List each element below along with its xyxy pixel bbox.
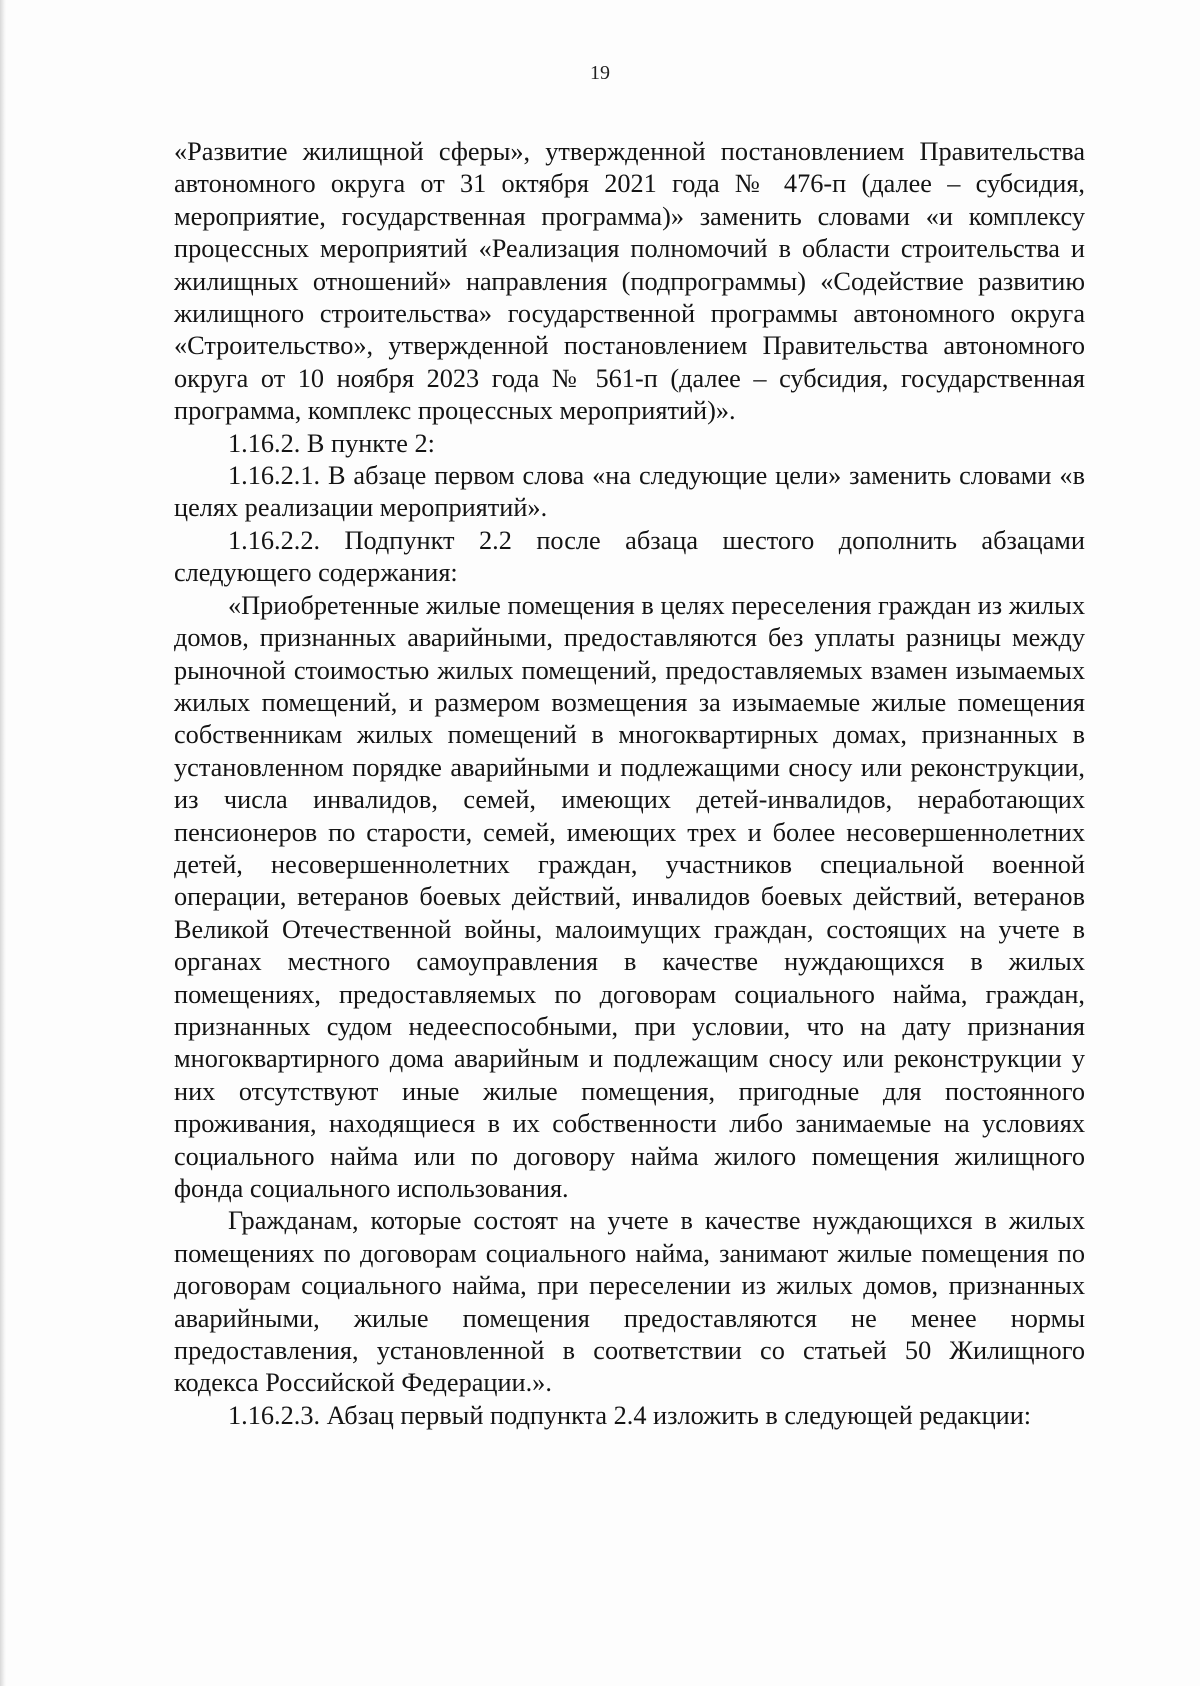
paragraph-quoted-1: «Приобретенные жилые помещения в целях переселения граждан из жилых домов, признанных аварийными, предоставляются без уплаты разницы между рыночной стоимостью жилых помещений, предоставляемых взамен изымаемых жилых помещений, и размером возмещения за изымаемые жилые помещения собственникам жилых помещений в многоквартирных домах, признанных в установленном порядке аварийными и подлежащими сносу или реконструкции, из числа инвалидов, семей, имеющих детей-инвалидов, неработающих пенсионеров по старости, семей, имеющих трех и более несовершеннолетних детей, несовершеннолетних граждан, участников специальной военной операции, ветеранов боевых действий, инвалидов боевых действий, ветеранов Великой Отечественной войны, малоимущих граждан, состоящих на учете в органах местного самоуправления в качестве нуждающихся в жилых помещениях, предоставляемых по договорам социального найма, граждан, признанных судом недееспособными, при условии, что на дату признания многоквартирного дома аварийным и подлежащим сносу или реконструкции у них отсутствуют иные жилые помещения, пригодные для постоянного проживания, находящиеся в их собственности либо занимаемые на условиях социального найма или по договору найма жилого помещения жилищного фонда социального использования. <box>174 590 1085 1203</box>
paragraph-quoted-2: Гражданам, которые состоят на учете в качестве нуждающихся в жилых помещениях по договорам социального найма, занимают жилые помещения по договорам социального найма, при переселении из жилых домов, признанных аварийными, жилые помещения предоставляются не менее нормы предоставления, установленной в соответствии со статьей 50 Жилищного кодекса Российской Федерации.». <box>174 1206 1085 1398</box>
paragraph-continuation: «Развитие жилищной сферы», утвержденной постановлением Правительства автономного округа от 31 октября 2021 года № 476-п (далее – субсидия, мероприятие, государственная программа)» заменить словами «и комплексу процессных мероприятий «Реализация полномочий в области строительства и жилищных отношений» направления (подпрограммы) «Содействие развитию жилищного строительства» государственной программы автономного округа «Строительство», утвержденной постановлением Правительства автономного округа от 10 ноября 2023 года № 561-п (далее – субсидия, государственная программа, комплекс процессных мероприятий)». <box>174 137 1085 426</box>
document-body <box>174 136 1085 1432</box>
paragraph-1-16-2-2: 1.16.2.2. Подпункт 2.2 после абзаца шестого дополнить абзацами следующего содержания: <box>174 525 1085 588</box>
paragraph-1-16-2-3: 1.16.2.3. Абзац первый подпункта 2.4 изложить в следующей редакции: <box>228 1400 1032 1430</box>
page-number: 19 <box>590 62 610 84</box>
paragraph-1-16-2: 1.16.2. В пункте 2: <box>228 428 435 458</box>
scan-edge <box>0 0 6 1686</box>
paragraph-1-16-2-1: 1.16.2.1. В абзаце первом слова «на следующие цели» заменить словами «в целях реализации мероприятий». <box>174 461 1085 523</box>
